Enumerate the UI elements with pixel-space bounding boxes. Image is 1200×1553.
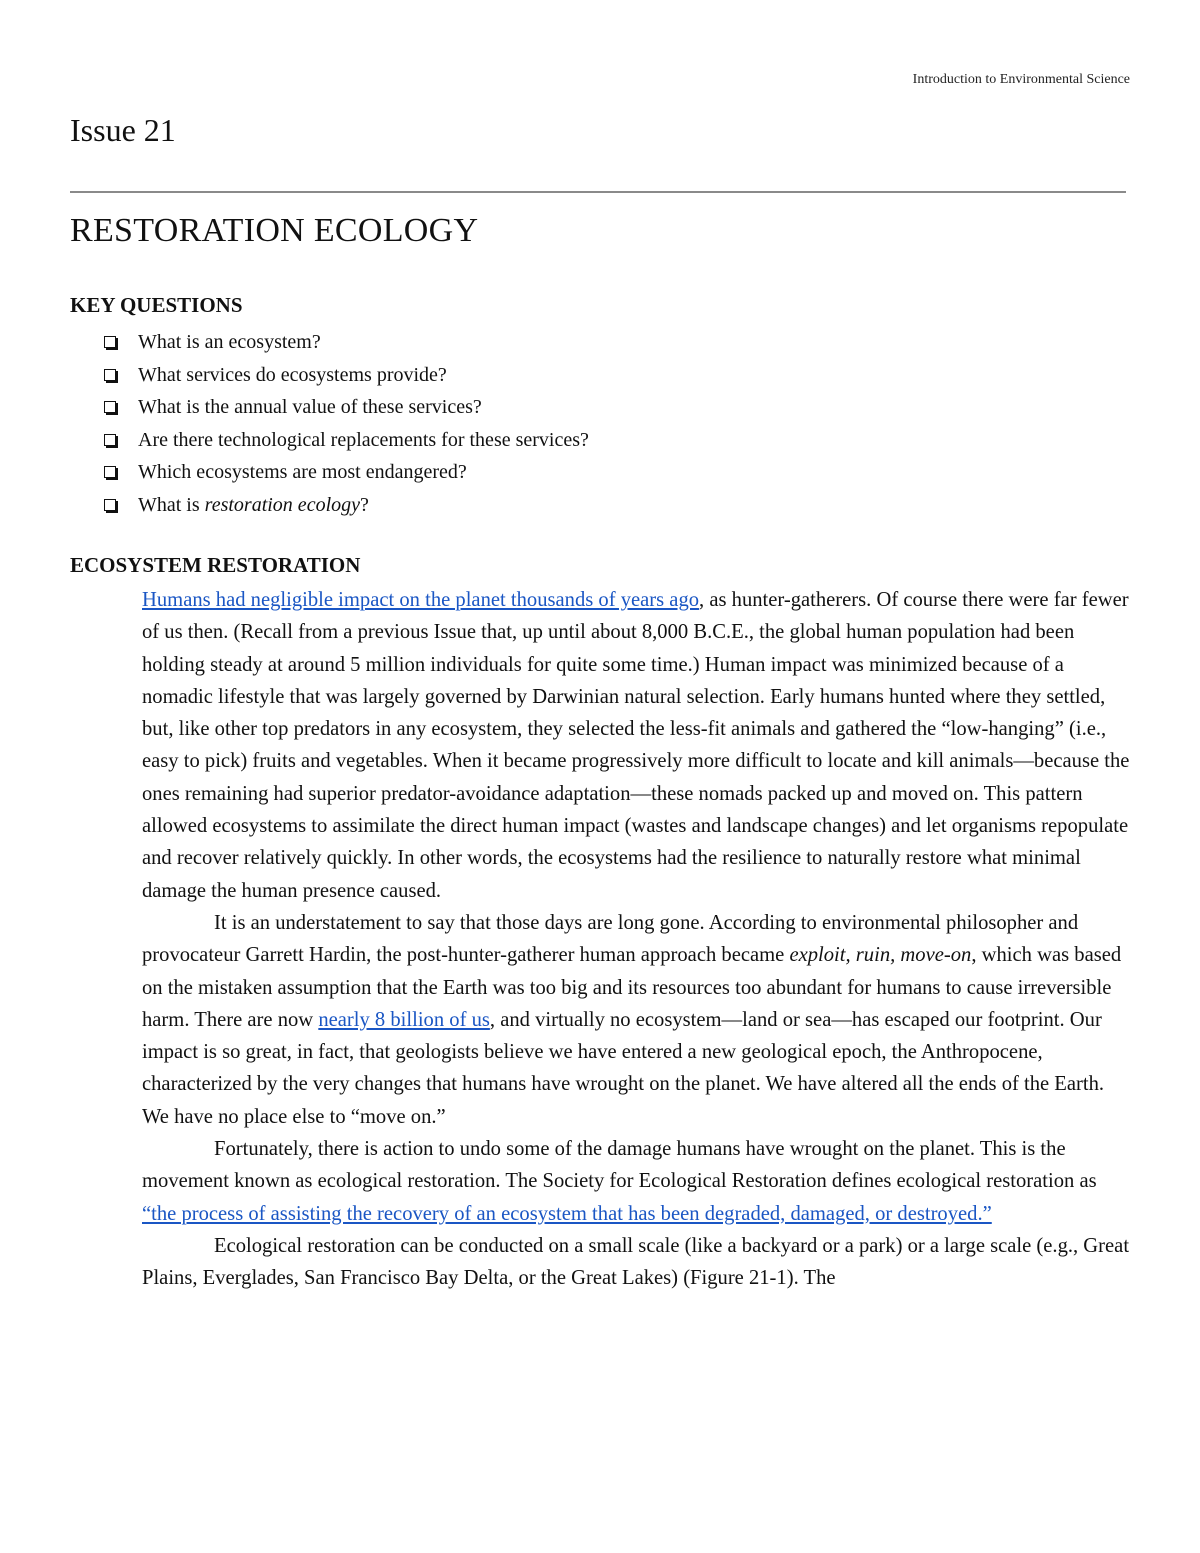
ruin-emphasis: ruin [855,944,891,967]
question-text: Are there technological replacements for these services? [138,428,589,451]
paragraph-1 [142,584,1132,907]
definition-link[interactable]: “the process of assisting the recovery of an ecosystem that has been degraded, damaged, or destroyed.” [142,1202,992,1225]
paragraph-2-text-3: , and virtually no ecosystem—land or sea—has escaped our footprint. Our impact is so great, in fact, that geologists believe we have entered a new geological epoch, the Anthropocene, characterized by the very changes that humans have wrought on the planet. We have altered all the ends of the Earth. We have no place else to “move on.” [142,1008,1105,1128]
paragraph-2-text-2: , which was based on the mistaken assumption that the Earth was too big and its resources too abundant for humans to cause irreversible harm. There are now [142,944,1122,1031]
running-header: Introduction to Environmental Science [912,72,1130,87]
population-link[interactable]: nearly 8 billion of us [318,1008,490,1031]
list-item [104,489,589,522]
move-on-emphasis: move-on [900,944,972,967]
paragraph-3 [142,1133,1132,1230]
chapter-title: RESTORATION ECOLOGY [70,212,479,249]
question-text [138,489,369,522]
issue-title: Issue 21 [70,112,176,148]
checkbox-icon [104,499,116,511]
question-text-after: ? [360,493,369,516]
ecosystem-restoration-heading: ECOSYSTEM RESTORATION [70,553,361,577]
question-text-before: What is [138,493,205,516]
checkbox-icon [104,369,116,381]
question-text: What is the annual value of these services? [138,396,482,418]
question-emphasis: restoration ecology [204,493,360,516]
checkbox-icon [104,401,116,413]
checkbox-icon [104,336,116,348]
list-item [104,424,589,457]
paragraph-2 [142,907,1132,1133]
paragraph-1-text: , as hunter-gatherers. Of course there were far fewer of us then. (Recall from a previous Issue that, up until about 8,000 B.C.E., the global human population had been holding steady at around 5 million individuals for quite some time.) Human impact was minimized because of a nomadic lifestyle that was largely governed by Darwinian natural selection. Early humans hunted where they settled, but, like other top predators in any ecosystem, they selected the less-fit animals and gathered the “low-hanging” (i.e., easy to pick) fruits and vegetables. When it became progressively more difficult to locate and kill animals—because the ones remaining had superior predator-avoidance adaptation—these nomads packed up and moved on. This pattern allowed ecosystems to assimilate the direct human impact (wastes and landscape changes) and let organisms repopulate and recover relatively quickly. In other words, the ecosystems had the resilience to naturally restore what minimal damage the human presence caused. [142,589,1130,902]
key-questions-heading: KEY QUESTIONS [70,293,243,317]
negligible-impact-link[interactable]: Humans had negligible impact on the planet thousands of years ago [142,589,700,611]
question-text: Which ecosystems are most endangered? [138,461,467,483]
separator-1: , [845,944,856,967]
list-item [104,326,589,359]
paragraph-3-text: Fortunately, there is action to undo some of the damage humans have wrought on the planet. This is the movement known as ecological restoration. The Society for Ecological Restoration defines ecological restoration as [142,1138,1097,1193]
list-item [104,359,589,392]
paragraph-2-text-1: It is an understatement to say that those days are long gone. According to environmental philosopher and provocateur Garrett Hardin, the post-hunter-gatherer human approach became [142,911,1079,967]
separator-2: , [890,944,901,967]
horizontal-rule [70,191,1126,193]
question-text: What services do ecosystems provide? [138,363,447,386]
checkbox-icon [104,466,116,478]
paragraph-4: Ecological restoration can be conducted on a small scale (like a backyard or a park) or a large scale (e.g., Great Plains, Everglades, San Francisco Bay Delta, or the Great Lakes) (Figure 21-1). The [142,1234,1130,1290]
key-questions-list [104,326,589,521]
question-text: What is an ecosystem? [138,331,321,353]
list-item [104,391,589,424]
body-text [142,584,1132,1295]
list-item [104,456,589,489]
exploit-emphasis: exploit [789,944,846,967]
checkbox-icon [104,434,116,446]
